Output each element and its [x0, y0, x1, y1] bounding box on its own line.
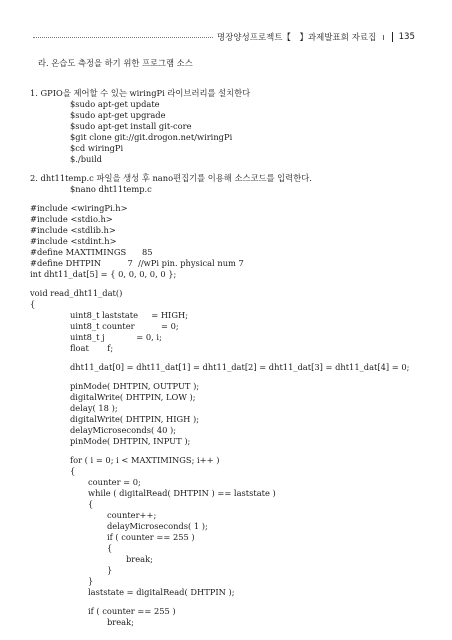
code-line: break;: [126, 554, 153, 564]
code-line: break;: [107, 617, 134, 627]
header-title: 명장양성프로젝트【 】과제발표회 자료집: [217, 32, 377, 42]
code-line: laststate = digitalRead( DHTPIN );: [88, 587, 235, 597]
section-heading: 라. 온습도 측정을 하기 위한 프로그램 소스: [38, 58, 193, 68]
step-2-command: $nano dht11temp.c: [70, 184, 152, 194]
code-line: dht11_dat[0] = dht11_dat[1] = dht11_dat[2] = dht11_dat[3] = dht11_dat[4] = 0;: [70, 362, 410, 372]
code-line: #include <stdio.h>: [30, 214, 113, 224]
header-dotted-leader: [33, 37, 213, 38]
step-1-command: $./build: [70, 154, 102, 164]
code-line: #include <wiringPi.h>: [30, 203, 128, 213]
code-line: {: [88, 499, 94, 509]
code-line: if ( counter == 255 ): [107, 532, 195, 542]
step-1-title: 1. GPIO을 제어할 수 있는 wiringPi 라이브러리를 설치한다: [30, 88, 251, 98]
code-line: while ( digitalRead( DHTPIN ) == laststate ): [88, 488, 276, 498]
code-line: uint8_t laststate = HIGH;: [70, 310, 188, 320]
code-line: #include <stdlib.h>: [30, 225, 116, 235]
code-line: }: [88, 576, 94, 586]
code-line: int dht11_dat[5] = { 0, 0, 0, 0, 0 };: [30, 269, 177, 279]
code-line: delayMicroseconds( 40 );: [70, 425, 177, 435]
code-line: counter = 0;: [88, 477, 141, 487]
page-header: [33, 30, 415, 44]
header-divider: [392, 32, 393, 42]
code-line: counter++;: [107, 510, 157, 520]
step-2-title: 2. dht11temp.c 파일을 생성 후 nano편집기를 이용해 소스코드를 입력한다.: [30, 173, 312, 183]
code-line: {: [30, 299, 36, 309]
code-line: uint8_t j = 0, i;: [70, 332, 162, 342]
code-line: {: [70, 466, 76, 476]
code-line: digitalWrite( DHTPIN, LOW );: [70, 392, 196, 402]
code-line: delay( 18 );: [70, 403, 118, 413]
step-1-command: $git clone git://git.drogon.net/wiringPi: [70, 132, 233, 142]
code-line: #include <stdint.h>: [30, 236, 117, 246]
page-number: 135: [398, 32, 415, 42]
code-line: pinMode( DHTPIN, OUTPUT );: [70, 381, 200, 391]
header-separator: ı: [382, 32, 385, 42]
code-line: if ( counter == 255 ): [88, 606, 176, 616]
code-line: }: [107, 565, 113, 575]
code-line: delayMicroseconds( 1 );: [107, 521, 208, 531]
code-line: digitalWrite( DHTPIN, HIGH );: [70, 414, 200, 424]
step-1-command: $sudo apt-get upgrade: [70, 110, 166, 120]
step-1-command: $sudo apt-get update: [70, 99, 160, 109]
code-line: pinMode( DHTPIN, INPUT );: [70, 436, 191, 446]
code-line: #define DHTPIN 7 //wPi pin. physical num 7: [30, 258, 244, 268]
step-1-command: $sudo apt-get install git-core: [70, 121, 192, 131]
code-line: void read_dht11_dat(): [30, 288, 123, 298]
code-line: for ( i = 0; i < MAXTIMINGS; i++ ): [70, 455, 220, 465]
code-line: #define MAXTIMINGS 85: [30, 247, 153, 257]
step-1-command: $cd wiringPi: [70, 143, 124, 153]
code-line: uint8_t counter = 0;: [70, 321, 179, 331]
code-line: {: [107, 543, 113, 553]
code-line: float f;: [70, 343, 114, 353]
